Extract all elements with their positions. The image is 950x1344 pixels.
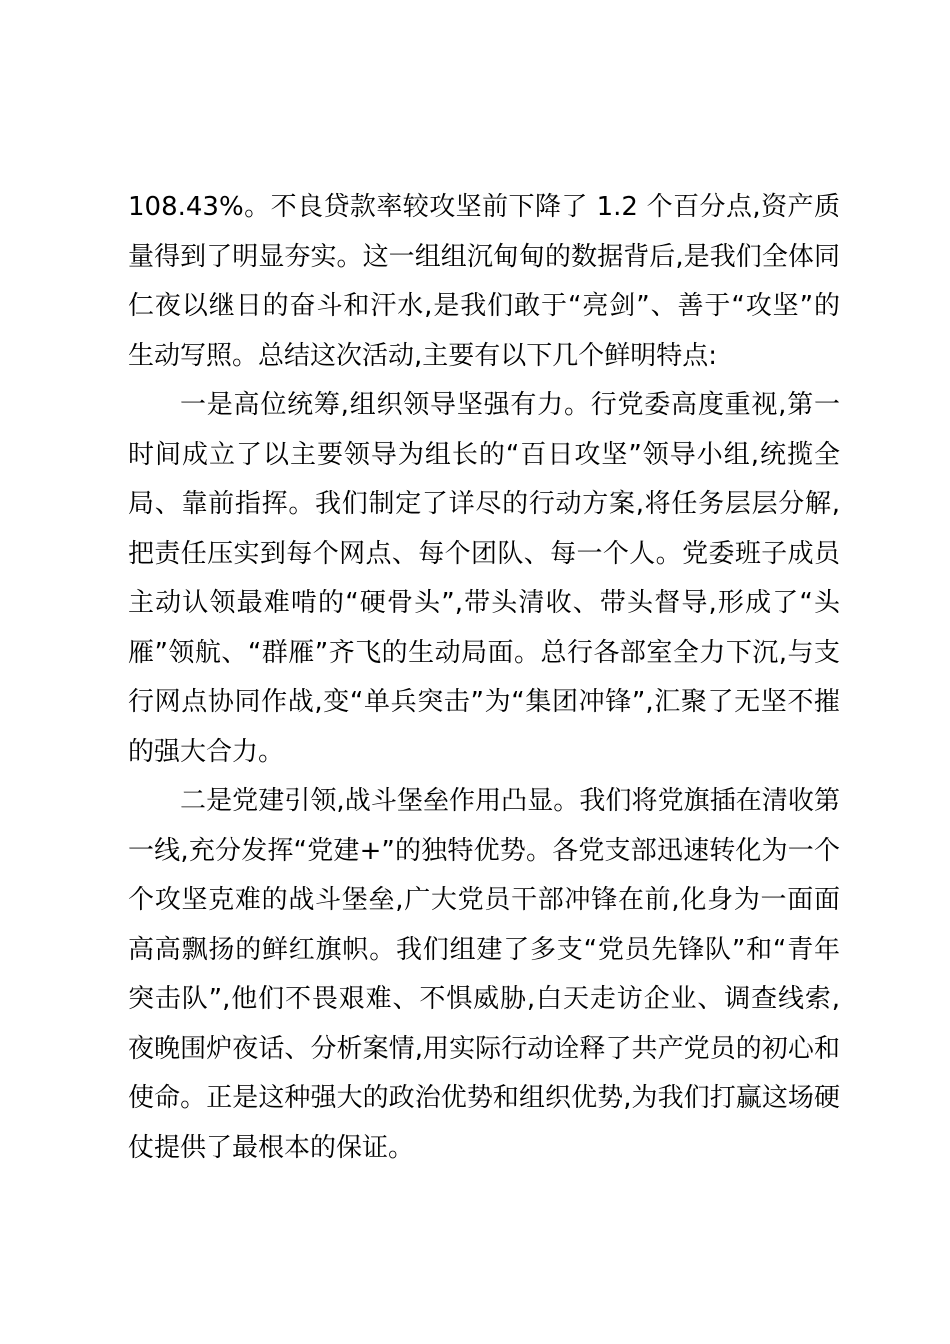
paragraph-point-two: 二是党建引领,战斗堡垒作用凸显。我们将党旗插在清收第一线,充分发挥“党建+”的独特优势。各党支部迅速转化为一个个攻坚克难的战斗堡垒,广大党员干部冲锋在前,化身为一面面高高飘扬的鲜红旗帜。我们组建了多支“党员先锋队”和“青年突击队”,他们不畏艰难、不惧威胁,白天走访企业、调查线索,夜晚围炉夜话、分析案情,用实际行动诠释了共产党员的初心和使命。正是这种强大的政治优势和组织优势,为我们打赢这场硬仗提供了最根本的保证。 xyxy=(128,786,840,1163)
paragraph-point-one: 一是高位统筹,组织领导坚强有力。行党委高度重视,第一时间成立了以主要领导为组长的“百日攻坚”领导小组,统揽全局、靠前指挥。我们制定了详尽的行动方案,将任务层层分解,把责任压实到每个网点、每个团队、每一个人。党委班子成员主动认领最难啃的“硬骨头”,带头清收、带头督导,形成了“头雁”领航、“群雁”齐飞的生动局面。总行各部室全力下沉,与支行网点协同作战,变“单兵突击”为“集团冲锋”,汇聚了无坚不摧的强大合力。 xyxy=(128,390,840,767)
paragraph-continued: 108.43%。不良贷款率较攻坚前下降了 1.2 个百分点,资产质量得到了明显夯实。这一组组沉甸甸的数据背后,是我们全体同仁夜以继日的奋斗和汗水,是我们敢于“亮剑”、善于“攻坚”的生动写照。总结这次活动,主要有以下几个鲜明特点: xyxy=(128,192,840,371)
document-body xyxy=(128,183,840,1173)
